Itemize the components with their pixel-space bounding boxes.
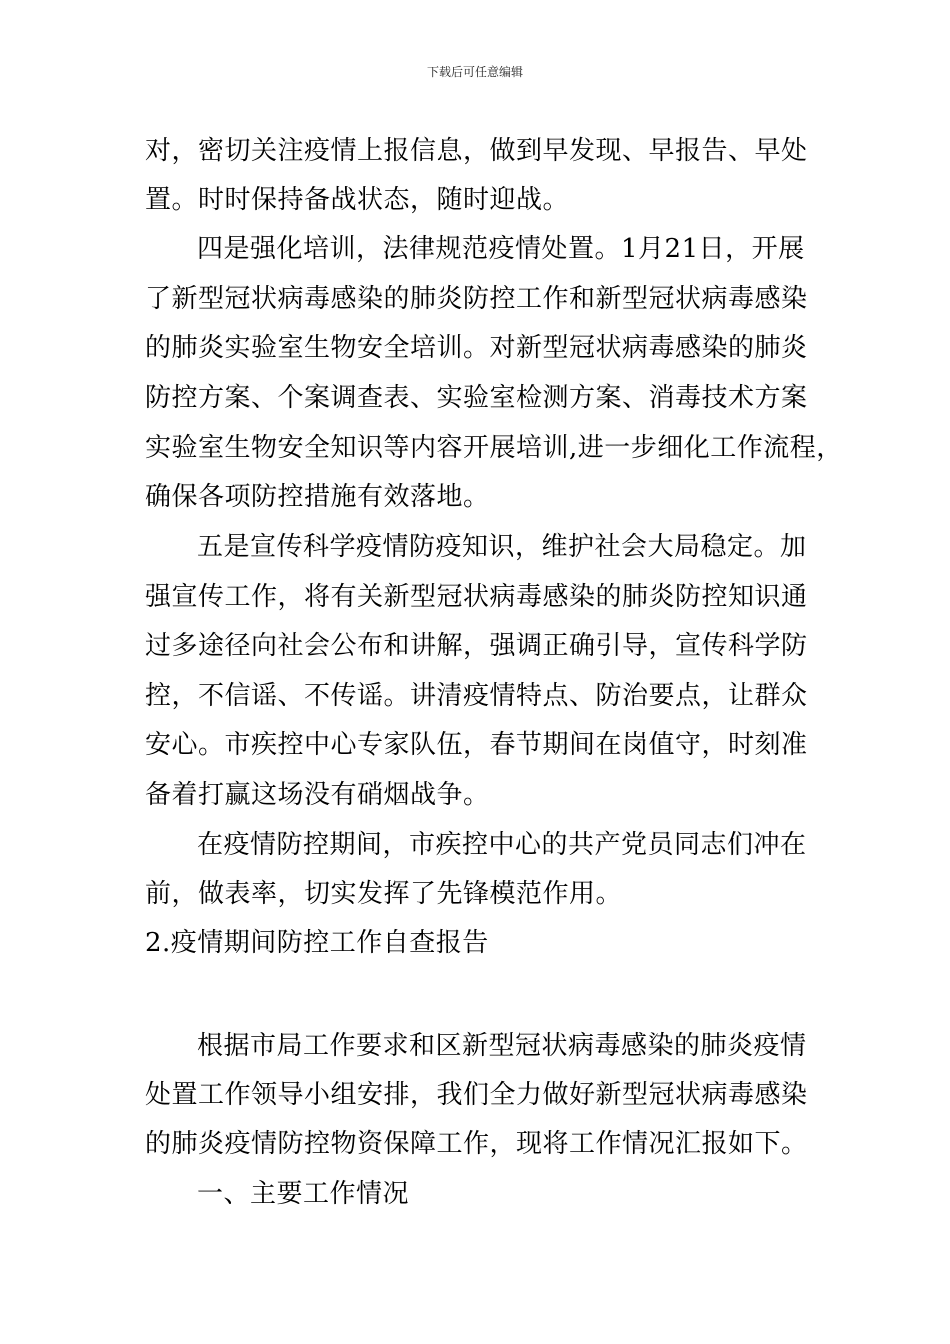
text-line: 置。时时保持备战状态，随时迎战。 bbox=[145, 185, 570, 215]
text-line: 根据市局工作要求和区新型冠状病毒感染的肺炎疫情 bbox=[197, 1031, 807, 1061]
text-line: 四是强化培训，法律规范疫情处置。1月21日，开展 bbox=[197, 234, 805, 264]
text-line: 控，不信谣、不传谣。讲清疫情特点、防治要点，让群众 bbox=[145, 681, 808, 711]
text-line: 了新型冠状病毒感染的肺炎防控工作和新型冠状病毒感染 bbox=[145, 284, 808, 314]
text-line: 五是宣传科学疫情防疫知识，维护社会大局稳定。加 bbox=[197, 532, 807, 562]
page-header: 下载后可任意编辑 bbox=[426, 65, 523, 79]
text-line: 备着打赢这场没有硝烟战争。 bbox=[145, 780, 490, 810]
subsection-title: 一、主要工作情况 bbox=[197, 1179, 410, 1209]
section-title: 2.疫情期间防控工作自查报告 bbox=[145, 928, 489, 958]
text-line: 确保各项防控措施有效落地。 bbox=[145, 482, 490, 512]
text-line: 处置工作领导小组安排，我们全力做好新型冠状病毒感染 bbox=[145, 1080, 808, 1110]
text-line: 的肺炎疫情防控物资保障工作，现将工作情况汇报如下。 bbox=[145, 1129, 808, 1159]
text-line: 实验室生物安全知识等内容开展培训,进一步细化工作流程， bbox=[145, 433, 843, 463]
text-line: 过多途径向社会公布和讲解，强调正确引导，宣传科学防 bbox=[145, 631, 808, 661]
text-line: 对，密切关注疫情上报信息，做到早发现、早报告、早处 bbox=[145, 136, 808, 166]
text-line: 在疫情防控期间，市疾控中心的共产党员同志们冲在 bbox=[197, 830, 807, 860]
text-line: 前，做表率，切实发挥了先锋模范作用。 bbox=[145, 879, 623, 909]
text-line: 强宣传工作，将有关新型冠状病毒感染的肺炎防控知识通 bbox=[145, 582, 808, 612]
text-line: 安心。市疾控中心专家队伍，春节期间在岗值守，时刻准 bbox=[145, 730, 808, 760]
text-line: 防控方案、个案调查表、实验室检测方案、消毒技术方案 bbox=[145, 383, 808, 413]
text-line: 的肺炎实验室生物安全培训。对新型冠状病毒感染的肺炎 bbox=[145, 333, 808, 363]
